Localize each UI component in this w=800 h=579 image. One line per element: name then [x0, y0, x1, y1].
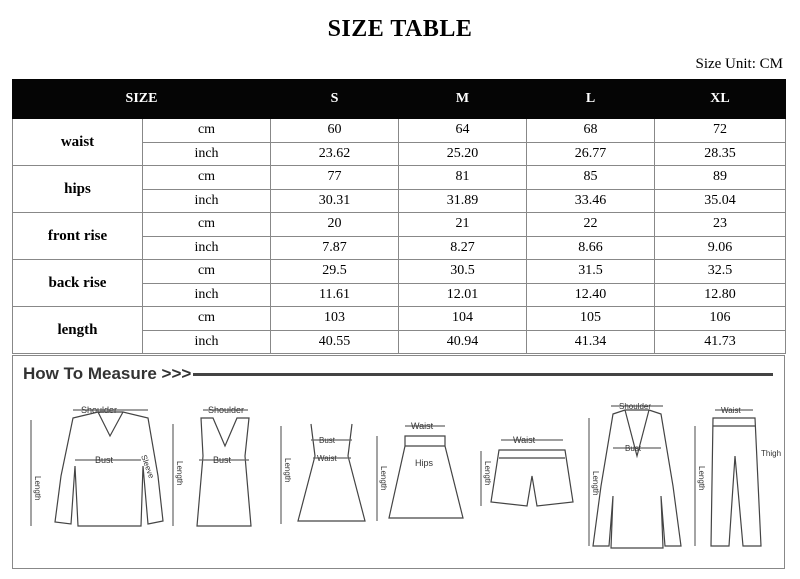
- value-cell: 105: [527, 307, 655, 331]
- value-cell: 89: [655, 166, 786, 190]
- header-s: S: [271, 80, 399, 119]
- bust-label: Bust: [213, 455, 232, 465]
- measurement-illustrations: [13, 396, 786, 566]
- length-label: Length: [283, 458, 292, 483]
- length-label: Length: [175, 461, 184, 486]
- value-cell: 21: [399, 213, 527, 237]
- value-cell: 9.06: [655, 236, 786, 260]
- measure-name: front rise: [13, 213, 143, 260]
- bust-label: Bust: [95, 455, 114, 465]
- size-table: [12, 79, 786, 354]
- value-cell: 103: [271, 307, 399, 331]
- table-row: [13, 166, 786, 190]
- value-cell: 28.35: [655, 142, 786, 166]
- table-row: [13, 307, 786, 331]
- value-cell: 11.61: [271, 283, 399, 307]
- unit-cell: cm: [143, 213, 271, 237]
- sleeve-label: Sleeve: [139, 453, 156, 480]
- unit-cell: inch: [143, 142, 271, 166]
- value-cell: 106: [655, 307, 786, 331]
- table-header-row: [13, 80, 786, 119]
- length-label: Length: [483, 461, 492, 486]
- waist-label: Waist: [721, 406, 741, 415]
- how-to-measure-panel: [12, 355, 785, 569]
- unit-cell: cm: [143, 260, 271, 284]
- value-cell: 40.55: [271, 330, 399, 354]
- skirt-illustration: [377, 421, 463, 521]
- value-cell: 104: [399, 307, 527, 331]
- header-m: M: [399, 80, 527, 119]
- shorts-illustration: [481, 435, 573, 506]
- value-cell: 23.62: [271, 142, 399, 166]
- length-label: Length: [697, 466, 706, 491]
- shoulder-label: Shoulder: [81, 405, 118, 415]
- table-row: [13, 213, 786, 237]
- value-cell: 8.66: [527, 236, 655, 260]
- header-xl: XL: [655, 80, 786, 119]
- value-cell: 72: [655, 119, 786, 143]
- value-cell: 30.5: [399, 260, 527, 284]
- measure-name: length: [13, 307, 143, 354]
- value-cell: 8.27: [399, 236, 527, 260]
- value-cell: 31.5: [527, 260, 655, 284]
- shoulder-label: Shoulder: [619, 402, 652, 411]
- value-cell: 29.5: [271, 260, 399, 284]
- table-row: [13, 260, 786, 284]
- bust-label: Bust: [625, 444, 642, 453]
- value-cell: 12.40: [527, 283, 655, 307]
- dress-illustration: [281, 424, 365, 524]
- header-size: SIZE: [13, 80, 271, 119]
- value-cell: 25.20: [399, 142, 527, 166]
- value-cell: 26.77: [527, 142, 655, 166]
- waist-label: Waist: [513, 435, 536, 445]
- unit-cell: inch: [143, 189, 271, 213]
- value-cell: 68: [527, 119, 655, 143]
- size-unit-label: Size Unit: CM: [695, 56, 783, 72]
- value-cell: 22: [527, 213, 655, 237]
- value-cell: 60: [271, 119, 399, 143]
- measure-name: hips: [13, 166, 143, 213]
- header-l: L: [527, 80, 655, 119]
- unit-cell: cm: [143, 166, 271, 190]
- value-cell: 7.87: [271, 236, 399, 260]
- heading-divider: [193, 373, 773, 376]
- waist-label: Waist: [411, 421, 434, 431]
- how-to-measure-heading: How To Measure >>>: [23, 364, 192, 383]
- blouse-illustration: [31, 405, 163, 526]
- measure-name: waist: [13, 119, 143, 166]
- bust-label: Bust: [319, 436, 336, 445]
- value-cell: 64: [399, 119, 527, 143]
- value-cell: 41.34: [527, 330, 655, 354]
- unit-cell: inch: [143, 330, 271, 354]
- trousers-illustration: [695, 406, 781, 546]
- value-cell: 12.80: [655, 283, 786, 307]
- value-cell: 40.94: [399, 330, 527, 354]
- unit-cell: inch: [143, 283, 271, 307]
- measure-name: back rise: [13, 260, 143, 307]
- value-cell: 35.04: [655, 189, 786, 213]
- length-label: Length: [591, 471, 600, 496]
- value-cell: 81: [399, 166, 527, 190]
- value-cell: 41.73: [655, 330, 786, 354]
- shoulder-label: Shoulder: [208, 405, 245, 415]
- length-label: Length: [33, 476, 42, 501]
- value-cell: 85: [527, 166, 655, 190]
- length-label: Length: [379, 466, 388, 491]
- waist-label: Waist: [317, 454, 337, 463]
- value-cell: 32.5: [655, 260, 786, 284]
- page-title: SIZE TABLE: [327, 16, 473, 42]
- thigh-label: Thigh: [761, 449, 782, 458]
- value-cell: 23: [655, 213, 786, 237]
- vest-illustration: [173, 405, 251, 526]
- unit-cell: cm: [143, 119, 271, 143]
- hips-label: Hips: [415, 458, 434, 468]
- unit-cell: inch: [143, 236, 271, 260]
- trench-coat-illustration: [589, 402, 681, 548]
- value-cell: 30.31: [271, 189, 399, 213]
- table-row: [13, 119, 786, 143]
- unit-cell: cm: [143, 307, 271, 331]
- value-cell: 31.89: [399, 189, 527, 213]
- value-cell: 12.01: [399, 283, 527, 307]
- value-cell: 33.46: [527, 189, 655, 213]
- value-cell: 77: [271, 166, 399, 190]
- value-cell: 20: [271, 213, 399, 237]
